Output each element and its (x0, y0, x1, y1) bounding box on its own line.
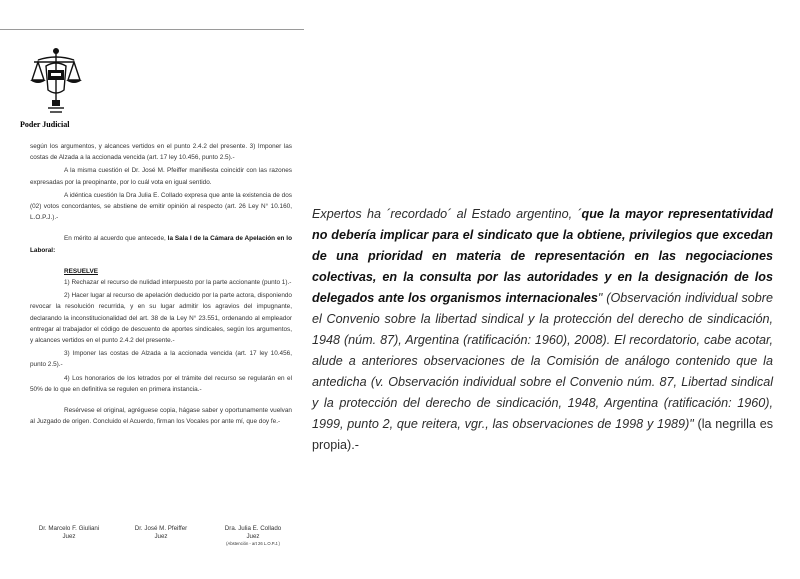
court-name: la Sala I de la Cámara de Apelación en lo Laboral (30, 235, 292, 254)
signature-role: Juez (246, 533, 260, 540)
coat-of-arms-icon (26, 46, 86, 118)
signature (26, 525, 112, 547)
signature-block (26, 525, 296, 547)
doc-paragraph: A la misma cuestión el Dr. José M. Pfeiffer manifiesta coincidir con las razones expresadas por la preopinante, por lo cuál vota en igual sentido. (30, 167, 292, 186)
resolution-item: 4) Los honorarios de los letrados por el trámite del recurso se regularán en el 50% de lo que en definitiva se regulen en primera instancia.- (30, 374, 292, 393)
quote-reference: " (Observación individual sobre el Convenio sobre la libertad sindical y la protección del derecho de sindicación, 1948 (núm. 87), Argentina (ratificación: 1960), 2008). El recordatorio, cabe acotar, alude a anteriores observaciones de la Comisión de análogo contenido que la antedicha (v. Observación individual sobre el Convenio núm. 87, Libertad sindical y la protección del derecho de sindicación, 1948, Argentina (ratificación: 1960), 1999, punto 2, que reitera, vgr., las observaciones de 1998 y 1989)" (312, 291, 774, 431)
signature-role: Juez (154, 533, 168, 540)
doc-paragraph: A idéntica cuestión la Dra Julia E. Collado expresa que ante la existencia de dos (02) votos concordantes, se abstiene de emitir opinión al respecto (art. 26 Ley N° 10.160, L.O.P.J.).- (30, 191, 292, 222)
resolution-item: 3) Imponer las costas de Alzada a la accionada vencida (art. 17 ley 10.456, punto 2.5).- (30, 350, 292, 369)
signature-name: Dra. Julia E. Collado (224, 525, 282, 532)
signature-name: Dr. José M. Pfeiffer (134, 525, 188, 532)
header-rule (0, 29, 304, 30)
signature (118, 525, 204, 547)
signature-role: Juez (62, 533, 76, 540)
abstention-note: (Abstención - art 26 L.O.P.J.) (226, 541, 280, 546)
resolution-item: 2) Hacer lugar al recurso de apelación deducido por la parte actora, disponiendo revocar la resolución recurrida, y en su lugar admitir los agravios del impugnante, declarando la inconstitucionalidad del art. 38 de la Ley N° 23.551, ordenando al empleador entregar al trabajador el código de descuento de aportes sindicales, según los argumentos, y alcances vertidos en el punto 2.4.2 del presente.- (30, 292, 292, 345)
quoted-excerpt (312, 204, 773, 456)
resolution-item: 1) Rechazar el recurso de nulidad interpuesto por la parte accionante (punto 1).- (64, 279, 292, 287)
doc-paragraph: según los argumentos, y alcances vertidos en el punto 2.4.2 del presente. 3) Imponer las costas de Alzada a la accionada vencida (art. 17 ley 10.456, punto 2.5).- (30, 143, 292, 162)
organization-name: Poder Judicial (20, 120, 70, 129)
signature (210, 525, 296, 547)
doc-paragraph-agreement: En mérito al acuerdo que antecede, la Sala I de la Cámara de Apelación en lo Laboral: (30, 235, 292, 254)
quote-intro: Expertos ha ´recordado´ al Estado argentino, ´ (312, 207, 582, 221)
quote-bold-text: que la mayor representatividad no debería implicar para el sindicato que la obtiene, privilegios que excedan de una prioridad en materia de representación en las negociaciones colectivas, en la consulta por las autoridades y en la designación de los delegados ante los organismos internacionales (312, 207, 773, 305)
quote-tail: (la negrilla es propia).- (312, 417, 773, 452)
closing-paragraph: Resérvese el original, agréguese copia, hágase saber y oportunamente vuelvan al Juzgado de origen. Concluido el Acuerdo, firman los Vocales por ante mí, que doy fe.- (30, 407, 292, 426)
resolve-heading: RESUELVE (64, 267, 98, 275)
signature-name: Dr. Marcelo F. Giuliani (38, 525, 100, 532)
resolution-document (30, 141, 292, 429)
